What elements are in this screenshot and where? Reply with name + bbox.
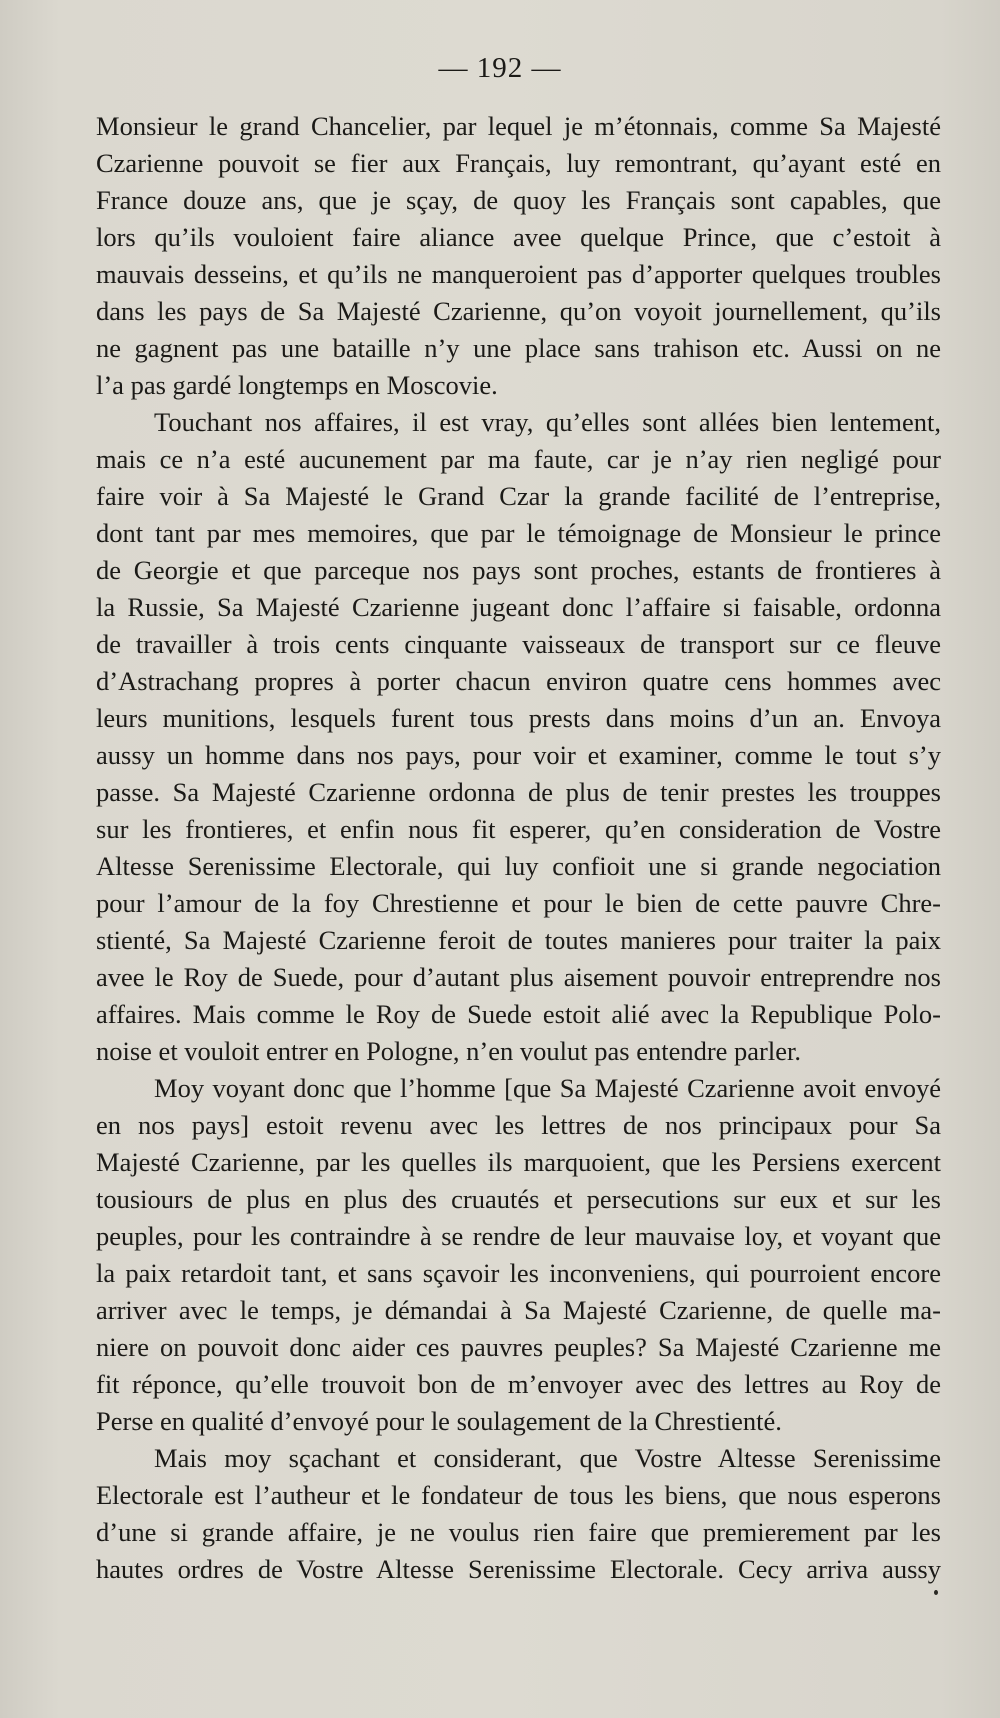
- text-line: Electorale est l’autheur et le fondateur de tous les biens, que nous esperons: [96, 1480, 941, 1510]
- text-line: peuples, pour les contraindre à se rendre de leur mauvaise loy, et voyant que: [96, 1221, 941, 1251]
- ink-speck: [934, 1590, 938, 1595]
- text-line: la Russie, Sa Majesté Czarienne jugeant donc l’affaire si faisable, ordonna: [96, 592, 941, 622]
- text-line: l’a pas gardé longtemps en Moscovie.: [96, 370, 498, 400]
- text-line: Moy voyant donc que l’homme [que Sa Majesté Czarienne avoit envoyé: [154, 1073, 941, 1103]
- text-line: de Georgie et que parceque nos pays sont proches, estants de frontieres à: [96, 555, 941, 585]
- text-line: Majesté Czarienne, par les quelles ils marquoient, que les Persiens exercent: [96, 1147, 941, 1177]
- page-number: — 192 —: [438, 52, 562, 84]
- text-line: la paix retardoit tant, et sans sçavoir les inconveniens, qui pourroient encore: [96, 1258, 941, 1288]
- text-line: en nos pays] estoit revenu avec les lettres de nos principaux pour Sa: [96, 1110, 941, 1140]
- text-line: Mais moy sçachant et considerant, que Vostre Altesse Serenissime: [154, 1443, 941, 1473]
- text-line: arriver avec le temps, je démandai à Sa Majesté Czarienne, de quelle ma-: [96, 1295, 941, 1325]
- text-line: avee le Roy de Suede, pour d’autant plus aisement pouvoir entreprendre nos: [96, 962, 941, 992]
- text-line: Monsieur le grand Chancelier, par lequel je m’étonnais, comme Sa Majesté: [96, 111, 941, 141]
- text-line: dans les pays de Sa Majesté Czarienne, qu’on voyoit journellement, qu’ils: [96, 296, 941, 326]
- text-line: de travailler à trois cents cinquante vaisseaux de transport sur ce fleuve: [96, 629, 941, 659]
- text-line: tousiours de plus en plus des cruautés et persecutions sur eux et sur les: [96, 1184, 941, 1214]
- text-line: Perse en qualité d’envoyé pour le soulagement de la Chrestienté.: [96, 1406, 782, 1436]
- text-line: d’Astrachang propres à porter chacun environ quatre cens hommes avec: [96, 666, 941, 696]
- body-text: [96, 108, 941, 1588]
- text-line: mais ce n’a esté aucunement par ma faute, car je n’ay rien negligé pour: [96, 444, 941, 474]
- paragraph-4: [96, 1440, 941, 1588]
- text-line: ne gagnent pas une bataille n’y une place sans trahison etc. Aussi on ne: [96, 333, 941, 363]
- text-line: hautes ordres de Vostre Altesse Serenissime Electorale. Cecy arriva aussy: [96, 1554, 941, 1584]
- paragraph-2: [96, 404, 941, 1070]
- text-line: niere on pouvoit donc aider ces pauvres peuples? Sa Majesté Czarienne me: [96, 1332, 941, 1362]
- text-line: Altesse Serenissime Electorale, qui luy confioit une si grande negociation: [96, 851, 941, 881]
- text-line: sur les frontieres, et enfin nous fit esperer, qu’en consideration de Vostre: [96, 814, 941, 844]
- paragraph-1: [96, 108, 941, 404]
- text-line: noise et vouloit entrer en Pologne, n’en voulut pas entendre parler.: [96, 1036, 801, 1066]
- text-line: pour l’amour de la foy Chrestienne et pour le bien de cette pauvre Chre-: [96, 888, 941, 918]
- text-line: mauvais desseins, et qu’ils ne manqueroient pas d’apporter quelques troubles: [96, 259, 941, 289]
- text-line: affaires. Mais comme le Roy de Suede estoit alié avec la Republique Polo-: [96, 999, 941, 1029]
- text-line: dont tant par mes memoires, que par le témoignage de Monsieur le prince: [96, 518, 941, 548]
- text-line: fit réponce, qu’elle trouvoit bon de m’envoyer avec des lettres au Roy de: [96, 1369, 941, 1399]
- text-line: passe. Sa Majesté Czarienne ordonna de plus de tenir prestes les trouppes: [96, 777, 941, 807]
- text-line: Touchant nos affaires, il est vray, qu’elles sont allées bien lentement,: [154, 407, 941, 437]
- text-line: faire voir à Sa Majesté le Grand Czar la grande facilité de l’entreprise,: [96, 481, 941, 511]
- text-line: leurs munitions, lesquels furent tous prests dans moins d’un an. Envoya: [96, 703, 941, 733]
- text-line: lors qu’ils vouloient faire aliance avee quelque Prince, que c’estoit à: [96, 222, 941, 252]
- text-line: d’une si grande affaire, je ne voulus rien faire que premierement par les: [96, 1517, 941, 1547]
- text-line: stienté, Sa Majesté Czarienne feroit de toutes manieres pour traiter la paix: [96, 925, 941, 955]
- paragraph-3: [96, 1070, 941, 1440]
- text-line: France douze ans, que je sçay, de quoy les Français sont capables, que: [96, 185, 941, 215]
- text-line: aussy un homme dans nos pays, pour voir et examiner, comme le tout s’y: [96, 740, 941, 770]
- text-line: Czarienne pouvoit se fier aux Français, luy remontrant, qu’ayant esté en: [96, 148, 941, 178]
